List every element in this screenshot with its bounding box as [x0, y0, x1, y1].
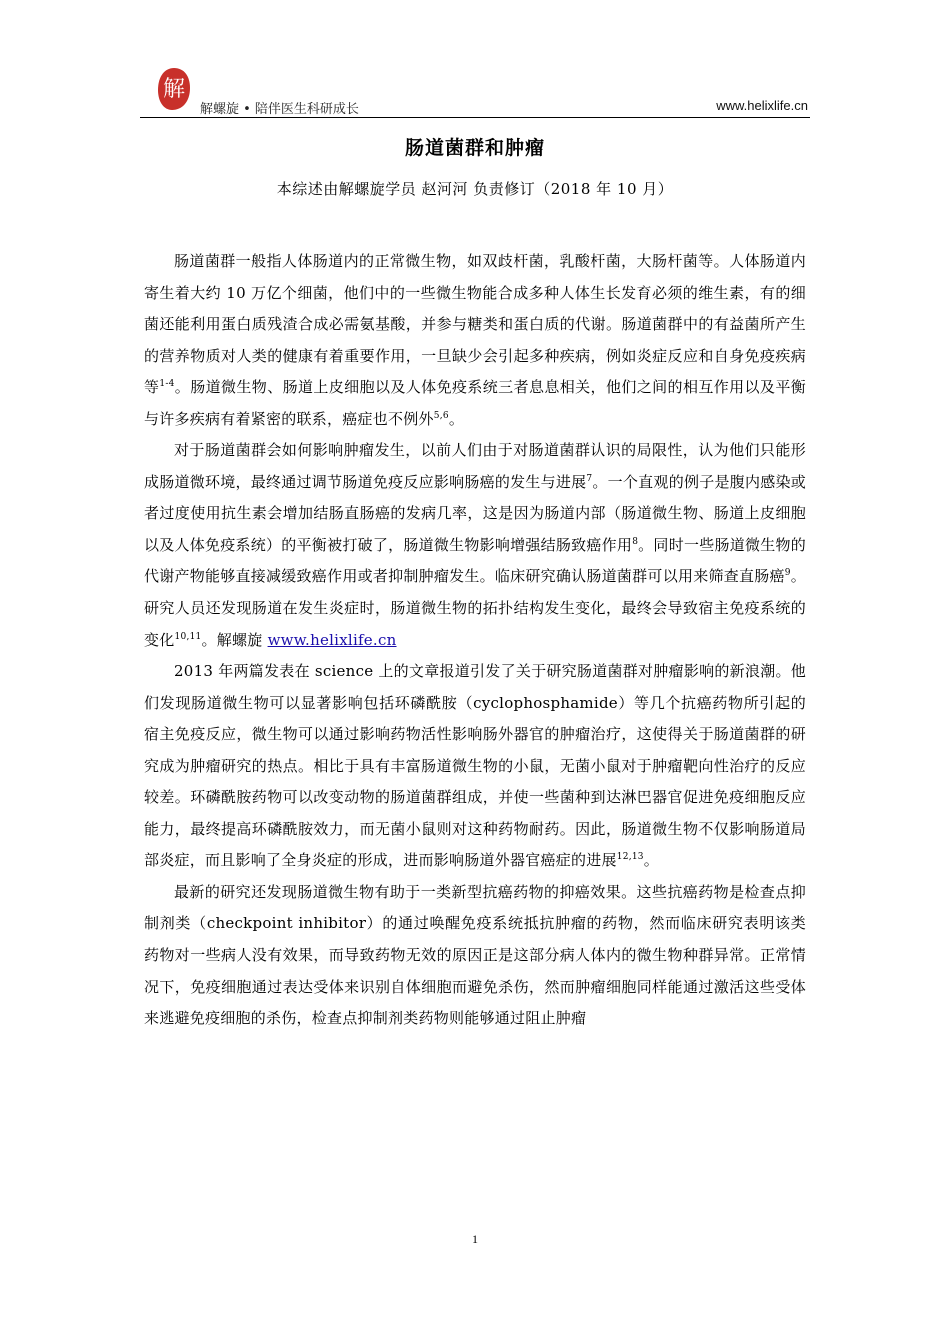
website-link[interactable]: www.helixlife.cn: [267, 630, 397, 649]
logo-char: 解: [162, 77, 186, 102]
citation-ref: 8: [632, 536, 639, 547]
document-subtitle: 本综述由解螺旋学员 赵河河 负责修订（2018 年 10 月）: [276, 180, 674, 198]
document-body: [144, 246, 806, 1035]
citation-ref: 7: [586, 473, 593, 484]
paragraph-3: 2013 年两篇发表在 science 上的文章报道引发了关于研究肠道菌群对肿瘤影响的新浪潮。他们发现肠道微生物可以显著影响包括环磷酰胺（cyclophosphamide）等几个抗癌药物所引起的宿主免疫反应，微生物可以通过影响药物活性影响肠外器官的肿瘤治疗，这使得关于肠道菌群的研究成为肿瘤研究的热点。相比于具有丰富肠道微生物的小鼠，无菌小鼠对于肿瘤靶向性治疗的反应较差。环磷酰胺药物可以改变动物的肠道菌群组成，并使一些菌种到达淋巴器官促进免疫细胞反应能力，最终提高环磷酰胺效力，而无菌小鼠则对这种药物耐药。因此，肠道微生物不仅影响肠道局部炎症，而且影响了全身炎症的形成，进而影响肠道外器官癌症的进展$^{12,13}$。: [144, 662, 806, 870]
header-slogan: 解螺旋 • 陪伴医生科研成长: [200, 102, 359, 117]
page-number: 1: [472, 1232, 478, 1246]
header-divider: [140, 117, 810, 118]
helixlife-logo-icon: [156, 66, 192, 112]
document-title: 肠道菌群和肿瘤: [404, 137, 545, 159]
paragraph-4: 最新的研究还发现肠道微生物有助于一类新型抗癌药物的抑癌效果。这些抗癌药物是检查点抑制剂类（checkpoint inhibitor）的通过唤醒免疫系统抵抗肿瘤的药物，然而临床研究表明该类药物对一些病人没有效果，而导致药物无效的原因正是这部分病人体内的微生物种群异常。正常情况下，免疫细胞通过表达受体来识别自体细胞而避免杀伤，然而肿瘤细胞同样能通过激活这些受体来逃避免疫细胞的杀伤，检查点抑制剂类药物则能够通过阻止肿瘤: [144, 882, 806, 1028]
paragraph-1: 肠道菌群一般指人体肠道内的正常微生物，如双歧杆菌，乳酸杆菌，大肠杆菌等。人体肠道内寄生着大约 10 万亿个细菌，他们中的一些微生物能合成多种人体生长发育必须的维生素，有的细菌还能利用蛋白质残渣合成必需氨基酸，并参与糖类和蛋白质的代谢。肠道菌群中的有益菌所产生的营养物质对人类的健康有着重要作用，一旦缺少会引起多种疾病，例如炎症反应和自身免疫疾病等$^{1-4}$。肠道微生物、肠道上皮细胞以及人体免疫系统三者息息相关，他们之间的相互作用以及平衡与许多疾病有着紧密的联系，癌症也不例外$^{5,6}$。: [144, 252, 806, 428]
citation-ref: 10,11: [174, 631, 202, 642]
citation-ref: 9: [784, 568, 791, 579]
paragraph-2: 对于肠道菌群会如何影响肿瘤发生，以前人们由于对肠道菌群认识的局限性，认为他们只能形成肠道微环境，最终通过调节肠道免疫反应影响肠癌的发生与进展$^7$。一个直观的例子是腹内感染或者过度使用抗生素会增加结肠直肠癌的发病几率，这是因为肠道内部（肠道微生物、肠道上皮细胞以及人体免疫系统）的平衡被打破了，肠道微生物影响增强结肠致癌作用$^8$。同时一些肠道微生物的代谢产物能够直接减缓致癌作用或者抑制肿瘤发生。临床研究确认肠道菌群可以用来筛查直肠癌$^9$。研究人员还发现肠道在发生炎症时，肠道微生物的拓扑结构发生变化，最终会导致宿主免疫系统的变化$^{10,11}$。解螺旋 www.helixlife.cn: [144, 441, 806, 649]
header-website[interactable]: www.helixlife.cn: [716, 98, 808, 113]
citation-ref: 12,13: [616, 852, 644, 863]
citation-ref: 5,6: [433, 410, 449, 421]
citation-ref: 1-4: [159, 379, 175, 390]
